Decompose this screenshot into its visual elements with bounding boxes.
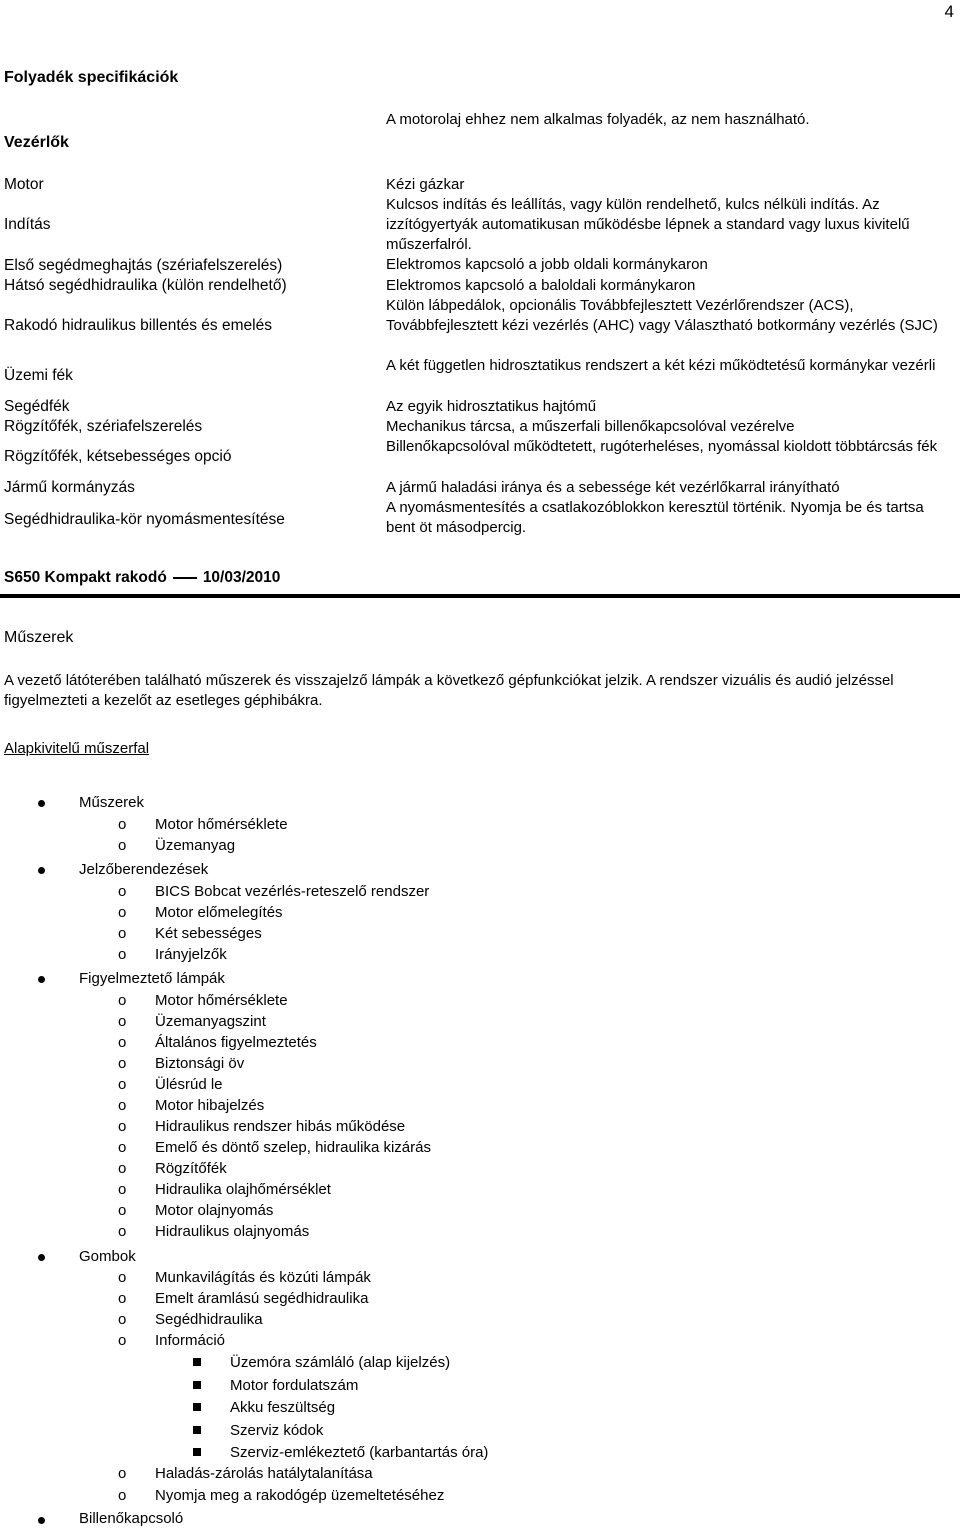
info-subitem: Motor fordulatszám bbox=[230, 1377, 359, 1394]
text-rear-aux: Elektromos kapcsoló a baloldali kormánykaron bbox=[386, 277, 696, 294]
circle-bullet-icon: o bbox=[118, 1160, 127, 1177]
bullet-icon bbox=[38, 1254, 45, 1261]
circle-bullet-icon: o bbox=[118, 946, 127, 963]
list-subitem: Hidraulikus olajnyomás bbox=[155, 1223, 310, 1240]
label-motor: Motor bbox=[4, 176, 44, 193]
list-subitem: Információ bbox=[155, 1332, 226, 1349]
info-subitem: Szerviz kódok bbox=[230, 1422, 324, 1439]
label-start: Indítás bbox=[4, 216, 51, 233]
label-front-aux: Első segédmeghajtás (szériafelszerelés) bbox=[4, 257, 283, 274]
circle-bullet-icon: o bbox=[118, 1139, 127, 1156]
circle-bullet-icon: o bbox=[118, 1013, 127, 1030]
list-subitem: Irányjelzők bbox=[155, 946, 227, 963]
list-subitem: Motor hőmérséklete bbox=[155, 992, 288, 1009]
bullet-icon bbox=[38, 1517, 45, 1524]
circle-bullet-icon: o bbox=[118, 1332, 127, 1349]
circle-bullet-icon: o bbox=[118, 1118, 127, 1135]
text-steering: A jármű haladási iránya és a sebessége két vezérlőkarral irányítható bbox=[386, 479, 840, 496]
standard-panel-link: Alapkivitelű műszerfal bbox=[4, 740, 150, 757]
circle-bullet-icon: o bbox=[118, 883, 127, 900]
circle-bullet-icon: o bbox=[118, 1181, 127, 1198]
list-item-warning-lamps: Figyelmeztető lámpák bbox=[79, 970, 225, 987]
text-parking-brake-std: Mechanikus tárcsa, a műszerfali billenőkapcsolóval vezérelve bbox=[386, 418, 795, 435]
square-bullet-icon bbox=[193, 1358, 201, 1366]
circle-bullet-icon: o bbox=[118, 837, 127, 854]
text-aux-brake: Az egyik hidrosztatikus hajtómű bbox=[386, 398, 597, 415]
instruments-heading: Műszerek bbox=[4, 629, 74, 646]
bullet-icon bbox=[38, 867, 45, 874]
section-title: S650 Kompakt rakodó bbox=[4, 569, 167, 586]
list-subitem: Motor hibajelzés bbox=[155, 1097, 265, 1114]
list-item-rocker-switch: Billenőkapcsoló bbox=[79, 1510, 184, 1527]
square-bullet-icon bbox=[193, 1381, 201, 1389]
heading-fluid-specs: Folyadék specifikációk bbox=[4, 69, 179, 86]
circle-bullet-icon: o bbox=[118, 1290, 127, 1307]
circle-bullet-icon: o bbox=[118, 1202, 127, 1219]
label-loader-hydraulics: Rakodó hidraulikus billentés és emelés bbox=[4, 317, 272, 334]
list-subitem: Haladás-zárolás hatálytalanítása bbox=[155, 1465, 373, 1482]
list-subitem: Üzemanyag bbox=[155, 837, 236, 854]
bullet-icon bbox=[38, 800, 45, 807]
list-item-buttons: Gombok bbox=[79, 1248, 136, 1265]
section-date: 10/03/2010 bbox=[202, 569, 281, 586]
text-parking-brake-2speed: Billenőkapcsolóval működtetett, rugóterheléses, nyomással kioldott többtárcsás fék bbox=[386, 438, 938, 455]
circle-bullet-icon: o bbox=[118, 904, 127, 921]
list-item-indicators: Jelzőberendezések bbox=[79, 861, 209, 878]
list-subitem: Nyomja meg a rakodógép üzemeltetéséhez bbox=[155, 1487, 445, 1504]
square-bullet-icon bbox=[193, 1448, 201, 1456]
page-number: 4 bbox=[944, 2, 954, 21]
text-service-brake: A két független hidrosztatikus rendszert a két kézi működtetésű kormánykar vezérli bbox=[386, 357, 936, 374]
section-rule bbox=[0, 594, 960, 598]
circle-bullet-icon: o bbox=[118, 1311, 127, 1328]
label-parking-brake-std: Rögzítőfék, szériafelszerelés bbox=[4, 418, 203, 435]
circle-bullet-icon: o bbox=[118, 1076, 127, 1093]
label-rear-aux: Hátsó segédhidraulika (külön rendelhető) bbox=[4, 277, 287, 294]
list-subitem: Munkavilágítás és közúti lámpák bbox=[155, 1269, 371, 1286]
label-service-brake: Üzemi fék bbox=[4, 367, 73, 384]
info-subitem: Szerviz-emlékeztető (karbantartás óra) bbox=[230, 1444, 489, 1461]
circle-bullet-icon: o bbox=[118, 1055, 127, 1072]
circle-bullet-icon: o bbox=[118, 925, 127, 942]
section-dash bbox=[173, 577, 197, 579]
list-subitem: Általános figyelmeztetés bbox=[155, 1034, 317, 1051]
text-loader-hydraulics: Külön lábpedálok, opcionális Továbbfejlesztett Vezérlőrendszer (ACS), Továbbfejlesztett kézi vezérlés (AHC) vagy Választható botkormány vezérlés (SJC) bbox=[386, 297, 938, 334]
heading-controls: Vezérlők bbox=[4, 134, 69, 151]
text-start: Kulcsos indítás és leállítás, vagy külön rendelhető, kulcs nélküli indítás. Az izzítógyertyák automatikusan működésbe lépnek a standard vagy luxus kivitelű műszerfalról. bbox=[386, 196, 910, 253]
circle-bullet-icon: o bbox=[118, 1465, 127, 1482]
list-subitem: Két sebességes bbox=[155, 925, 262, 942]
circle-bullet-icon: o bbox=[118, 1097, 127, 1114]
text-front-aux: Elektromos kapcsoló a jobb oldali kormánykaron bbox=[386, 256, 708, 273]
fluid-note: A motorolaj ehhez nem alkalmas folyadék, az nem használható. bbox=[386, 111, 810, 128]
label-aux-relief: Segédhidraulika-kör nyomásmentesítése bbox=[4, 511, 285, 528]
text-aux-relief: A nyomásmentesítés a csatlakozóblokkon keresztül történik. Nyomja be és tartsa bent öt másodpercig. bbox=[386, 499, 924, 536]
instruments-paragraph: A vezető látóterében található műszerek és visszajelző lámpák a következő gépfunkciókat jelzik. A rendszer vizuális és audió jelzéssel figyelmezteti a kezelőt az esetleges géphibákra. bbox=[4, 672, 894, 709]
label-steering: Jármű kormányzás bbox=[4, 479, 135, 496]
bullet-icon bbox=[38, 976, 45, 983]
circle-bullet-icon: o bbox=[118, 1269, 127, 1286]
list-subitem: Emelő és döntő szelep, hidraulika kizárás bbox=[155, 1139, 431, 1156]
circle-bullet-icon: o bbox=[118, 1034, 127, 1051]
label-aux-brake: Segédfék bbox=[4, 398, 70, 415]
list-subitem: Motor hőmérséklete bbox=[155, 816, 288, 833]
circle-bullet-icon: o bbox=[118, 816, 127, 833]
info-subitem: Üzemóra számláló (alap kijelzés) bbox=[230, 1354, 451, 1371]
circle-bullet-icon: o bbox=[118, 1487, 127, 1504]
list-subitem: Üzemanyagszint bbox=[155, 1013, 266, 1030]
list-subitem: Hidraulikus rendszer hibás működése bbox=[155, 1118, 406, 1135]
list-subitem: Rögzítőfék bbox=[155, 1160, 227, 1177]
square-bullet-icon bbox=[193, 1426, 201, 1434]
info-subitem: Akku feszültség bbox=[230, 1399, 336, 1416]
circle-bullet-icon: o bbox=[118, 992, 127, 1009]
list-subitem: Hidraulika olajhőmérséklet bbox=[155, 1181, 331, 1198]
list-subitem: Segédhidraulika bbox=[155, 1311, 263, 1328]
list-item-gauges: Műszerek bbox=[79, 794, 145, 811]
text-throttle: Kézi gázkar bbox=[386, 176, 465, 193]
section-header bbox=[4, 568, 280, 588]
list-subitem: Motor előmelegítés bbox=[155, 904, 283, 921]
list-subitem: Ülésrúd le bbox=[155, 1076, 223, 1093]
list-subitem: Motor olajnyomás bbox=[155, 1202, 274, 1219]
square-bullet-icon bbox=[193, 1403, 201, 1411]
list-subitem: BICS Bobcat vezérlés-reteszelő rendszer bbox=[155, 883, 430, 900]
label-parking-brake-2speed: Rögzítőfék, kétsebességes opció bbox=[4, 448, 232, 465]
list-subitem: Emelt áramlású segédhidraulika bbox=[155, 1290, 369, 1307]
circle-bullet-icon: o bbox=[118, 1223, 127, 1240]
list-subitem: Biztonsági öv bbox=[155, 1055, 245, 1072]
